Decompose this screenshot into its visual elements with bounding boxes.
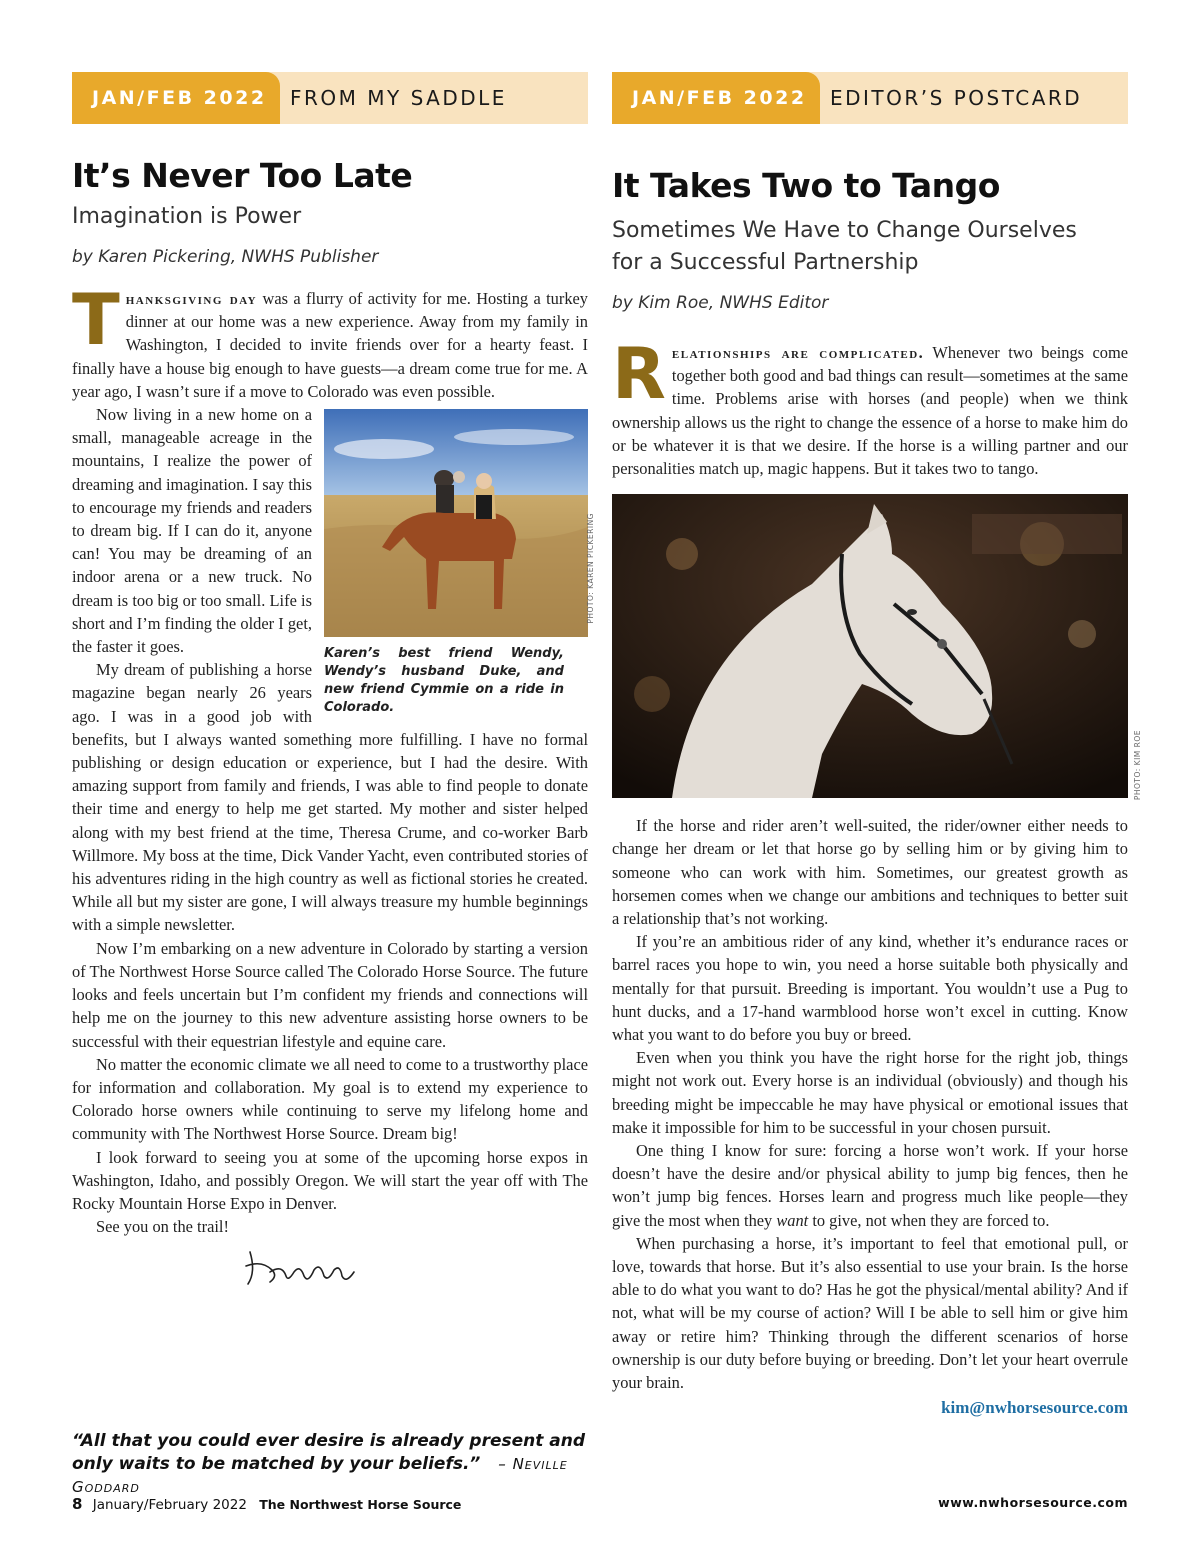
white-horse-photo	[612, 494, 1128, 798]
left-dropcap: T	[72, 279, 120, 361]
left-paragraph-7: See you on the trail!	[96, 1217, 229, 1237]
left-header-section: FROM MY SADDLE	[266, 72, 588, 124]
right-article-body	[612, 814, 1128, 1394]
right-paragraph-4: Even when you think you have the right horse for the right job, things might not work out. Every horse is an individual (obviously) and though his breeding might be impeccable he may have physical or emotional issues that make it impossible for him to be successful in your chosen pursuit.	[612, 1048, 1128, 1137]
footer-issue: January/February 2022	[92, 1497, 247, 1513]
left-lead-in: hanksgiving day	[125, 289, 258, 308]
right-paragraph-1-text: Whenever two beings come together both good and bad things can result—sometimes at the same time. Problems arise with horses (and people) when we think ownership allows us the right to change the essence of a horse to make him do or be whatever it is that we desire. If the horse is a willing partner and our personalities match up, magic happens. But it takes two to tango.	[612, 343, 1128, 479]
left-header-issue: JAN/FEB 2022	[72, 72, 280, 124]
right-paragraph-5	[612, 1139, 1128, 1232]
pull-quote-author: – Neville Goddard	[72, 1455, 568, 1496]
left-header-bar	[72, 72, 588, 124]
page-number: 8	[72, 1495, 83, 1513]
right-paragraph-2: If the horse and rider aren’t well-suited, the rider/owner either needs to change her dream or let that horse go by selling him or by giving him to someone who can work with him. Sometimes, our greatest growth as horsemen comes when we change our ambitions and techniques to better suit a relationship that’s not working.	[612, 816, 1128, 929]
right-dropcap: R	[612, 333, 666, 415]
right-paragraph-5-b: to give, not when they are forced to.	[808, 1210, 1050, 1230]
riders-photo	[324, 409, 588, 637]
right-header-bar	[612, 72, 1128, 124]
left-photo-caption: Karen’s best friend Wendy, Wendy’s husband Duke, and new friend Cymmie on a ride in Colorado.	[324, 646, 564, 716]
left-photo-credit: PHOTO: KAREN PICKERING	[585, 513, 595, 624]
right-article-byline: by Kim Roe, NWHS Editor	[612, 293, 829, 313]
footer-website[interactable]: www.nwhorsesource.com	[938, 1495, 1128, 1510]
left-article-title: It’s Never Too Late	[72, 156, 413, 195]
left-article	[72, 72, 595, 1295]
right-paragraph-1	[612, 333, 1128, 480]
right-paragraph-5-a: One thing I know for sure: forcing a horse won’t work. If your horse doesn’t have the desire and/or physical ability to jump big fences, then he won’t jump big fences. Horses learn and progress much like people—they give the most when they	[612, 1141, 1128, 1230]
right-lead-in: elationships are complicated.	[671, 343, 925, 362]
right-paragraph-3: If you’re an ambitious rider of any kind, whether it’s endurance races or barrel races you hope to win, you need a horse suitable both physically and mentally for that pursuit. Breeding is important. You wouldn’t use a Pug to hunt ducks, and a 17-hand warmblood horse won’t excel in cutting. Know what you want to do before you buy or breed.	[612, 932, 1128, 1045]
karen-signature	[242, 1242, 588, 1295]
footer-publication: The Northwest Horse Source	[259, 1497, 462, 1512]
pull-quote	[72, 1430, 588, 1499]
right-article-subtitle-2: for a Successful Partnership	[612, 250, 919, 275]
left-photo-figure	[324, 409, 602, 717]
left-article-body	[72, 279, 595, 1238]
right-article-subtitle-1: Sometimes We Have to Change Ourselves	[612, 218, 1077, 243]
right-header-section: EDITOR’S POSTCARD	[806, 72, 1128, 124]
right-paragraph-5-emphasis: want	[776, 1210, 809, 1230]
page-footer	[72, 1495, 1128, 1515]
right-article-body-top	[612, 333, 1128, 480]
editor-email-link[interactable]: kim@nwhorsesource.com	[941, 1398, 1128, 1418]
footer-left	[72, 1495, 461, 1513]
left-paragraph-4: Now I’m embarking on a new adventure in Colorado by starting a version of The Northwest Horse Source called The Colorado Horse Source. The future looks and feels uncertain but I’m confident my friends and connections will help me on the journey to this new adventure assisting horse owners to be successful with their equestrian lifestyle and equine care.	[72, 938, 588, 1051]
left-article-subtitle: Imagination is Power	[72, 204, 302, 229]
left-paragraph-1-text: was a flurry of activity for me. Hosting a turkey dinner at our home was a new experience. Away from my family in Washington, I decided to invite friends over for a hearty feast. I finally have a house big enough to have guests—a dream come true for me. A year ago, I wasn’t sure if a move to Colorado was even possible.	[72, 289, 588, 401]
pull-quote-text: “All that you could ever desire is already present and only waits to be matched by your beliefs.”	[72, 1431, 586, 1474]
right-photo-figure	[612, 494, 1142, 801]
right-article	[612, 72, 1142, 1418]
right-header-issue: JAN/FEB 2022	[612, 72, 820, 124]
left-paragraph-3: My dream of publishing a horse magazine began nearly 26 years ago. I was in a good job with benefits, but I always wanted something more fulfilling. I have no formal publishing or design education or experience, but I had the desire. With amazing support from family and friends, I was able to find people to donate their time and energy to help me get started. My mother and sister helped along with my best friend at the time, Theresa Crume, and co-worker Barb Willmore. My boss at the time, Dick Vander Yacht, even contributed stories of his adventures riding in the high country as well as fictional stories he created. While all but my sister are gone, I will always treasure my humble beginnings with a simple newsletter.	[72, 660, 588, 935]
right-paragraph-6: When purchasing a horse, it’s important to feel that emotional pull, or love, towards that horse. But it’s also essential to use your brain. Is the horse able to do what you want to do? Has he got the physical/mental ability? And if not, what will be my course of action? Will I be able to sell him or give him away or retire him? Thinking through the different scenarios of horse ownership is our duty before buying or breeding. Don’t let your heart overrule your brain.	[612, 1233, 1128, 1393]
left-paragraph-6: I look forward to seeing you at some of the upcoming horse expos in Washington, Idaho, and possibly Oregon. We will start the year off with The Rocky Mountain Horse Expo in Denver.	[72, 1147, 588, 1213]
left-article-byline: by Karen Pickering, NWHS Publisher	[72, 247, 379, 267]
left-paragraph-1	[72, 279, 588, 403]
right-photo-credit: PHOTO: KIM ROE	[1133, 730, 1142, 801]
right-article-title: It Takes Two to Tango	[612, 166, 1000, 205]
left-paragraph-5: No matter the economic climate we all need to come to a trustworthy place for information and collaboration. My goal is to extend my experience to Colorado horse owners while continuing to serve my lifelong home and community with The Northwest Horse Source. Dream big!	[72, 1054, 588, 1144]
left-paragraph-2: Now living in a new home on a small, manageable acreage in the mountains, I realize the power of dreaming and imagination. I say this to encourage my friends and readers to dream big. If I can do it, anyone can! You may be dreaming of an indoor arena or a new truck. No dream is too big or too small. Life is short and I’m finding the older I get, the faster it goes.	[72, 405, 312, 657]
signature-drawing	[242, 1242, 362, 1290]
